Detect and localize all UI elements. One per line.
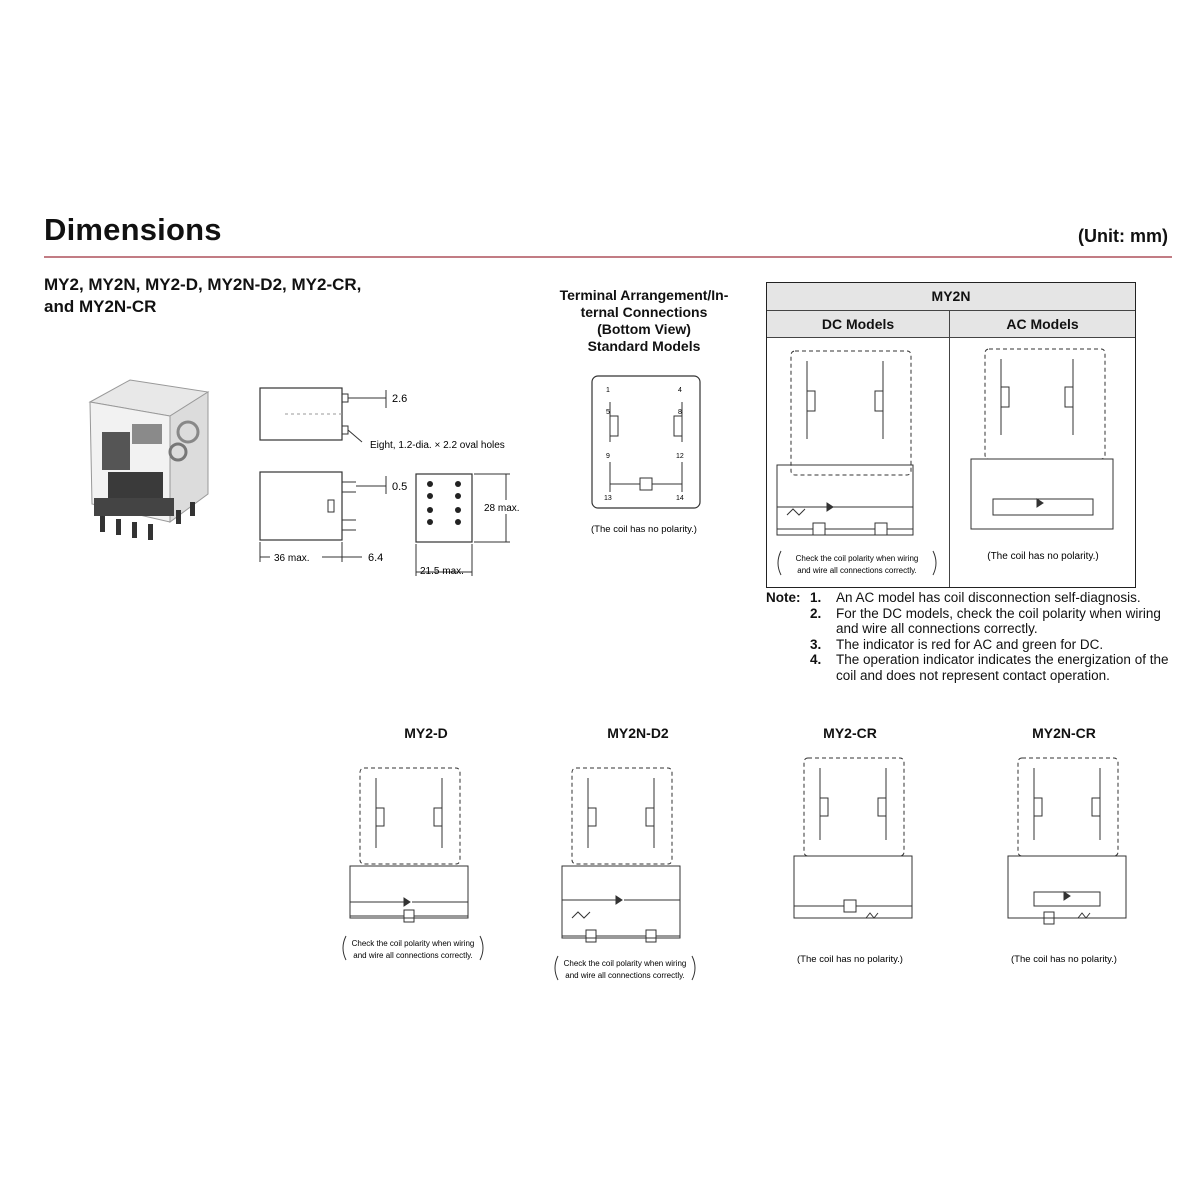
ac-models-label: AC Models: [950, 311, 1135, 338]
note-item-1: [766, 590, 1186, 606]
note-text-4: The operation indicator indicates the energization of the coil and does not represent contact operation.: [836, 652, 1169, 683]
my2n-cr-caption: (The coil has no polarity.): [1011, 954, 1117, 965]
note-item-4: [766, 652, 1186, 683]
terminal-heading-2: ternal Connections: [580, 304, 708, 320]
note-item-3: [766, 637, 1186, 653]
label-my2-d: MY2-D: [404, 725, 448, 741]
term-8: 8: [678, 409, 682, 416]
term-12: 12: [676, 453, 684, 460]
note-num-3: 3.: [810, 636, 822, 652]
my2-cr-caption: (The coil has no polarity.): [797, 954, 903, 965]
note-num-4: 4.: [810, 652, 822, 667]
dc-model-diagram: [767, 339, 949, 585]
my2-d-caption-2: and wire all connections correctly.: [353, 951, 473, 960]
unit-label: (Unit: mm): [1078, 226, 1168, 246]
relay-photo: [80, 372, 220, 552]
my2n-d2-diagram: [552, 766, 702, 986]
my2n-d2-caption-1: Check the coil polarity when wiring: [563, 959, 687, 968]
term-5: 5: [606, 409, 610, 416]
note-text-1: An AC model has coil disconnection self-diagnosis.: [836, 590, 1141, 605]
dim-0-5: 0.5: [392, 481, 408, 493]
ac-caption: (The coil has no polarity.): [987, 551, 1099, 562]
dc-models-label: DC Models: [767, 311, 949, 338]
note-num-1: 1.: [810, 590, 822, 605]
dc-caption-2: and wire all connections correctly.: [797, 566, 917, 575]
dim-6-4: 6.4: [368, 552, 384, 564]
term-9: 9: [606, 453, 610, 460]
terminal-caption: (The coil has no polarity.): [591, 524, 697, 535]
box-divider: [949, 311, 950, 587]
dim-21-5: 21.5 max.: [420, 566, 464, 577]
dim-28: 28 max.: [484, 503, 520, 514]
note-text-3: The indicator is red for AC and green for DC.: [836, 636, 1104, 652]
notes: [766, 590, 1186, 683]
terminal-heading-4: Standard Models: [587, 338, 701, 354]
title-rule: [44, 256, 1172, 258]
label-my2-cr: MY2-CR: [823, 725, 877, 741]
model-list: [44, 274, 444, 318]
terminal-heading-1: Terminal Arrangement/In-: [559, 287, 729, 303]
note-num-2: 2.: [810, 605, 822, 621]
my2-d-diagram: [340, 766, 490, 976]
my2n-cr-diagram: [994, 756, 1144, 976]
term-1: 1: [606, 387, 610, 394]
note-label: Note:: [766, 590, 801, 605]
dimension-drawing: [250, 380, 550, 580]
my2-d-caption-1: Check the coil polarity when wiring: [351, 939, 475, 948]
label-my2n-d2: MY2N-D2: [607, 725, 669, 741]
page-title: Dimensions: [44, 212, 222, 247]
terminal-heading-3: (Bottom View): [597, 321, 691, 337]
dim-36: 36 max.: [274, 553, 310, 564]
my2n-box: [766, 282, 1136, 588]
my2n-d2-caption-2: and wire all connections correctly.: [565, 971, 685, 980]
ac-model-diagram: [951, 339, 1135, 585]
my2-cr-diagram: [780, 756, 930, 976]
model-list-line2: and MY2N-CR: [44, 297, 157, 316]
standard-terminal-diagram: [578, 372, 708, 542]
terminal-heading: [530, 287, 758, 355]
term-13: 13: [604, 495, 612, 502]
dim-2-6: 2.6: [392, 393, 408, 405]
my2n-title: MY2N: [767, 283, 1135, 311]
term-14: 14: [676, 495, 684, 502]
note-item-2: [766, 606, 1186, 637]
label-my2n-cr: MY2N-CR: [1032, 725, 1096, 741]
term-4: 4: [678, 387, 682, 394]
note-text-2: For the DC models, check the coil polarity when wiring and wire all connections correctly.: [836, 605, 1161, 636]
dim-holes: Eight, 1.2-dia. × 2.2 oval holes: [370, 440, 505, 451]
dc-caption-1: Check the coil polarity when wiring: [795, 554, 919, 563]
model-list-line1: MY2, MY2N, MY2-D, MY2N-D2, MY2-CR,: [44, 275, 362, 294]
